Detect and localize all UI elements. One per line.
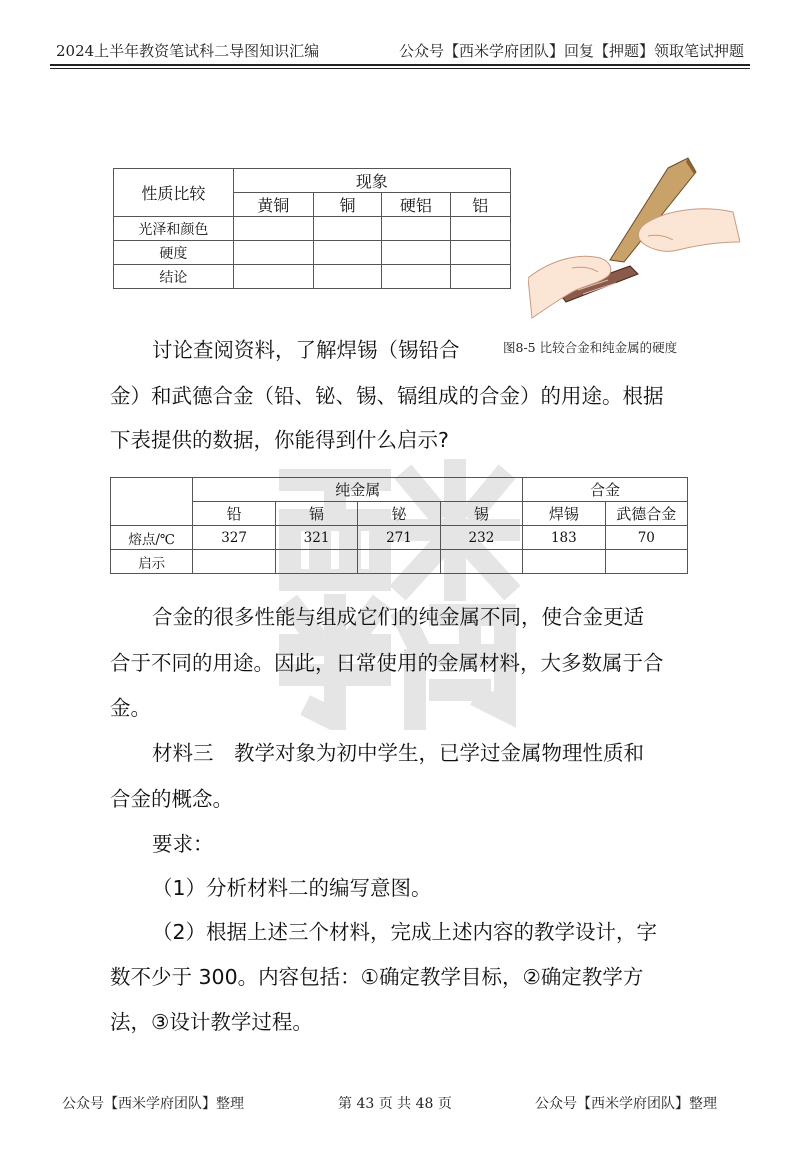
table2-col: 锡 <box>440 502 522 526</box>
table2-cell: 183 <box>523 526 605 550</box>
table2-cell: 232 <box>440 526 522 550</box>
table2-cell: 70 <box>605 526 687 550</box>
header-promo: 公众号【西米学府团队】回复【押题】领取笔试押题 <box>398 42 744 60</box>
property-comparison-table <box>113 168 511 289</box>
table-row <box>114 217 511 241</box>
header-title: 2024上半年教资笔试科二导图知识汇编 <box>56 42 320 60</box>
requirement-item: （1）分析材料二的编写意图。 <box>152 876 432 900</box>
table-row <box>111 526 688 550</box>
page-number: 第 43 页 共 48 页 <box>338 1096 452 1112</box>
hardness-comparison-illustration <box>528 150 740 320</box>
paragraph-line: 金。 <box>110 696 151 720</box>
table1-corner: 性质比较 <box>114 169 234 217</box>
paragraph-line: 合金的很多性能与组成它们的纯金属不同，使合金更适 <box>152 605 644 629</box>
footer-left: 公众号【西米学府团队】整理 <box>62 1096 244 1112</box>
table2-cell: 327 <box>193 526 275 550</box>
paragraph-line: 下表提供的数据，你能得到什么启示? <box>110 428 449 452</box>
table2-cell: 271 <box>358 526 440 550</box>
table2-col: 武德合金 <box>605 502 687 526</box>
material3-line: 材料三 教学对象为初中学生，已学过金属物理性质和 <box>152 741 644 765</box>
table1-row-label: 硬度 <box>114 241 234 265</box>
table-row <box>114 265 511 289</box>
material3-line: 合金的概念。 <box>110 787 233 811</box>
paragraph-line: 讨论查阅资料，了解焊锡（锡铅合 <box>152 338 460 362</box>
requirement-item: 法，③设计教学过程。 <box>110 1010 313 1034</box>
table1-col: 铝 <box>450 193 510 217</box>
table2-cell: 321 <box>275 526 357 550</box>
paragraph-line: 金）和武德合金（铅、铋、锡、镉组成的合金）的用途。根据 <box>110 384 664 408</box>
header-rule-thin <box>50 68 750 69</box>
header-rule <box>50 64 750 66</box>
table2-group-alloy: 合金 <box>523 478 688 502</box>
figure-caption: 图8-5 比较合金和纯金属的硬度 <box>503 340 678 355</box>
table2-row-label: 启示 <box>111 550 193 574</box>
table2-row-label: 熔点/℃ <box>111 526 193 550</box>
table-row <box>111 550 688 574</box>
table1-row-label: 结论 <box>114 265 234 289</box>
table2-col: 焊锡 <box>523 502 605 526</box>
table2-col: 镉 <box>275 502 357 526</box>
requirement-item: （2）根据上述三个材料，完成上述内容的教学设计，字 <box>152 920 658 944</box>
table2-group-pure: 纯金属 <box>193 478 523 502</box>
table-row <box>114 241 511 265</box>
table2-col: 铅 <box>193 502 275 526</box>
table1-col: 硬铝 <box>382 193 450 217</box>
table1-col: 铜 <box>313 193 381 217</box>
table1-row-label: 光泽和颜色 <box>114 217 234 241</box>
page-header <box>50 38 750 62</box>
requirement-item: 数不少于 300。内容包括：①确定教学目标，②确定教学方 <box>110 965 644 989</box>
footer-right: 公众号【西米学府团队】整理 <box>535 1096 717 1112</box>
table1-group-header: 现象 <box>233 169 510 193</box>
paragraph-line: 合于不同的用途。因此，日常使用的金属材料，大多数属于合 <box>110 651 664 675</box>
requirements-title: 要求： <box>152 832 214 856</box>
melting-point-table <box>110 477 688 574</box>
table1-col: 黄铜 <box>233 193 313 217</box>
table2-col: 铋 <box>358 502 440 526</box>
